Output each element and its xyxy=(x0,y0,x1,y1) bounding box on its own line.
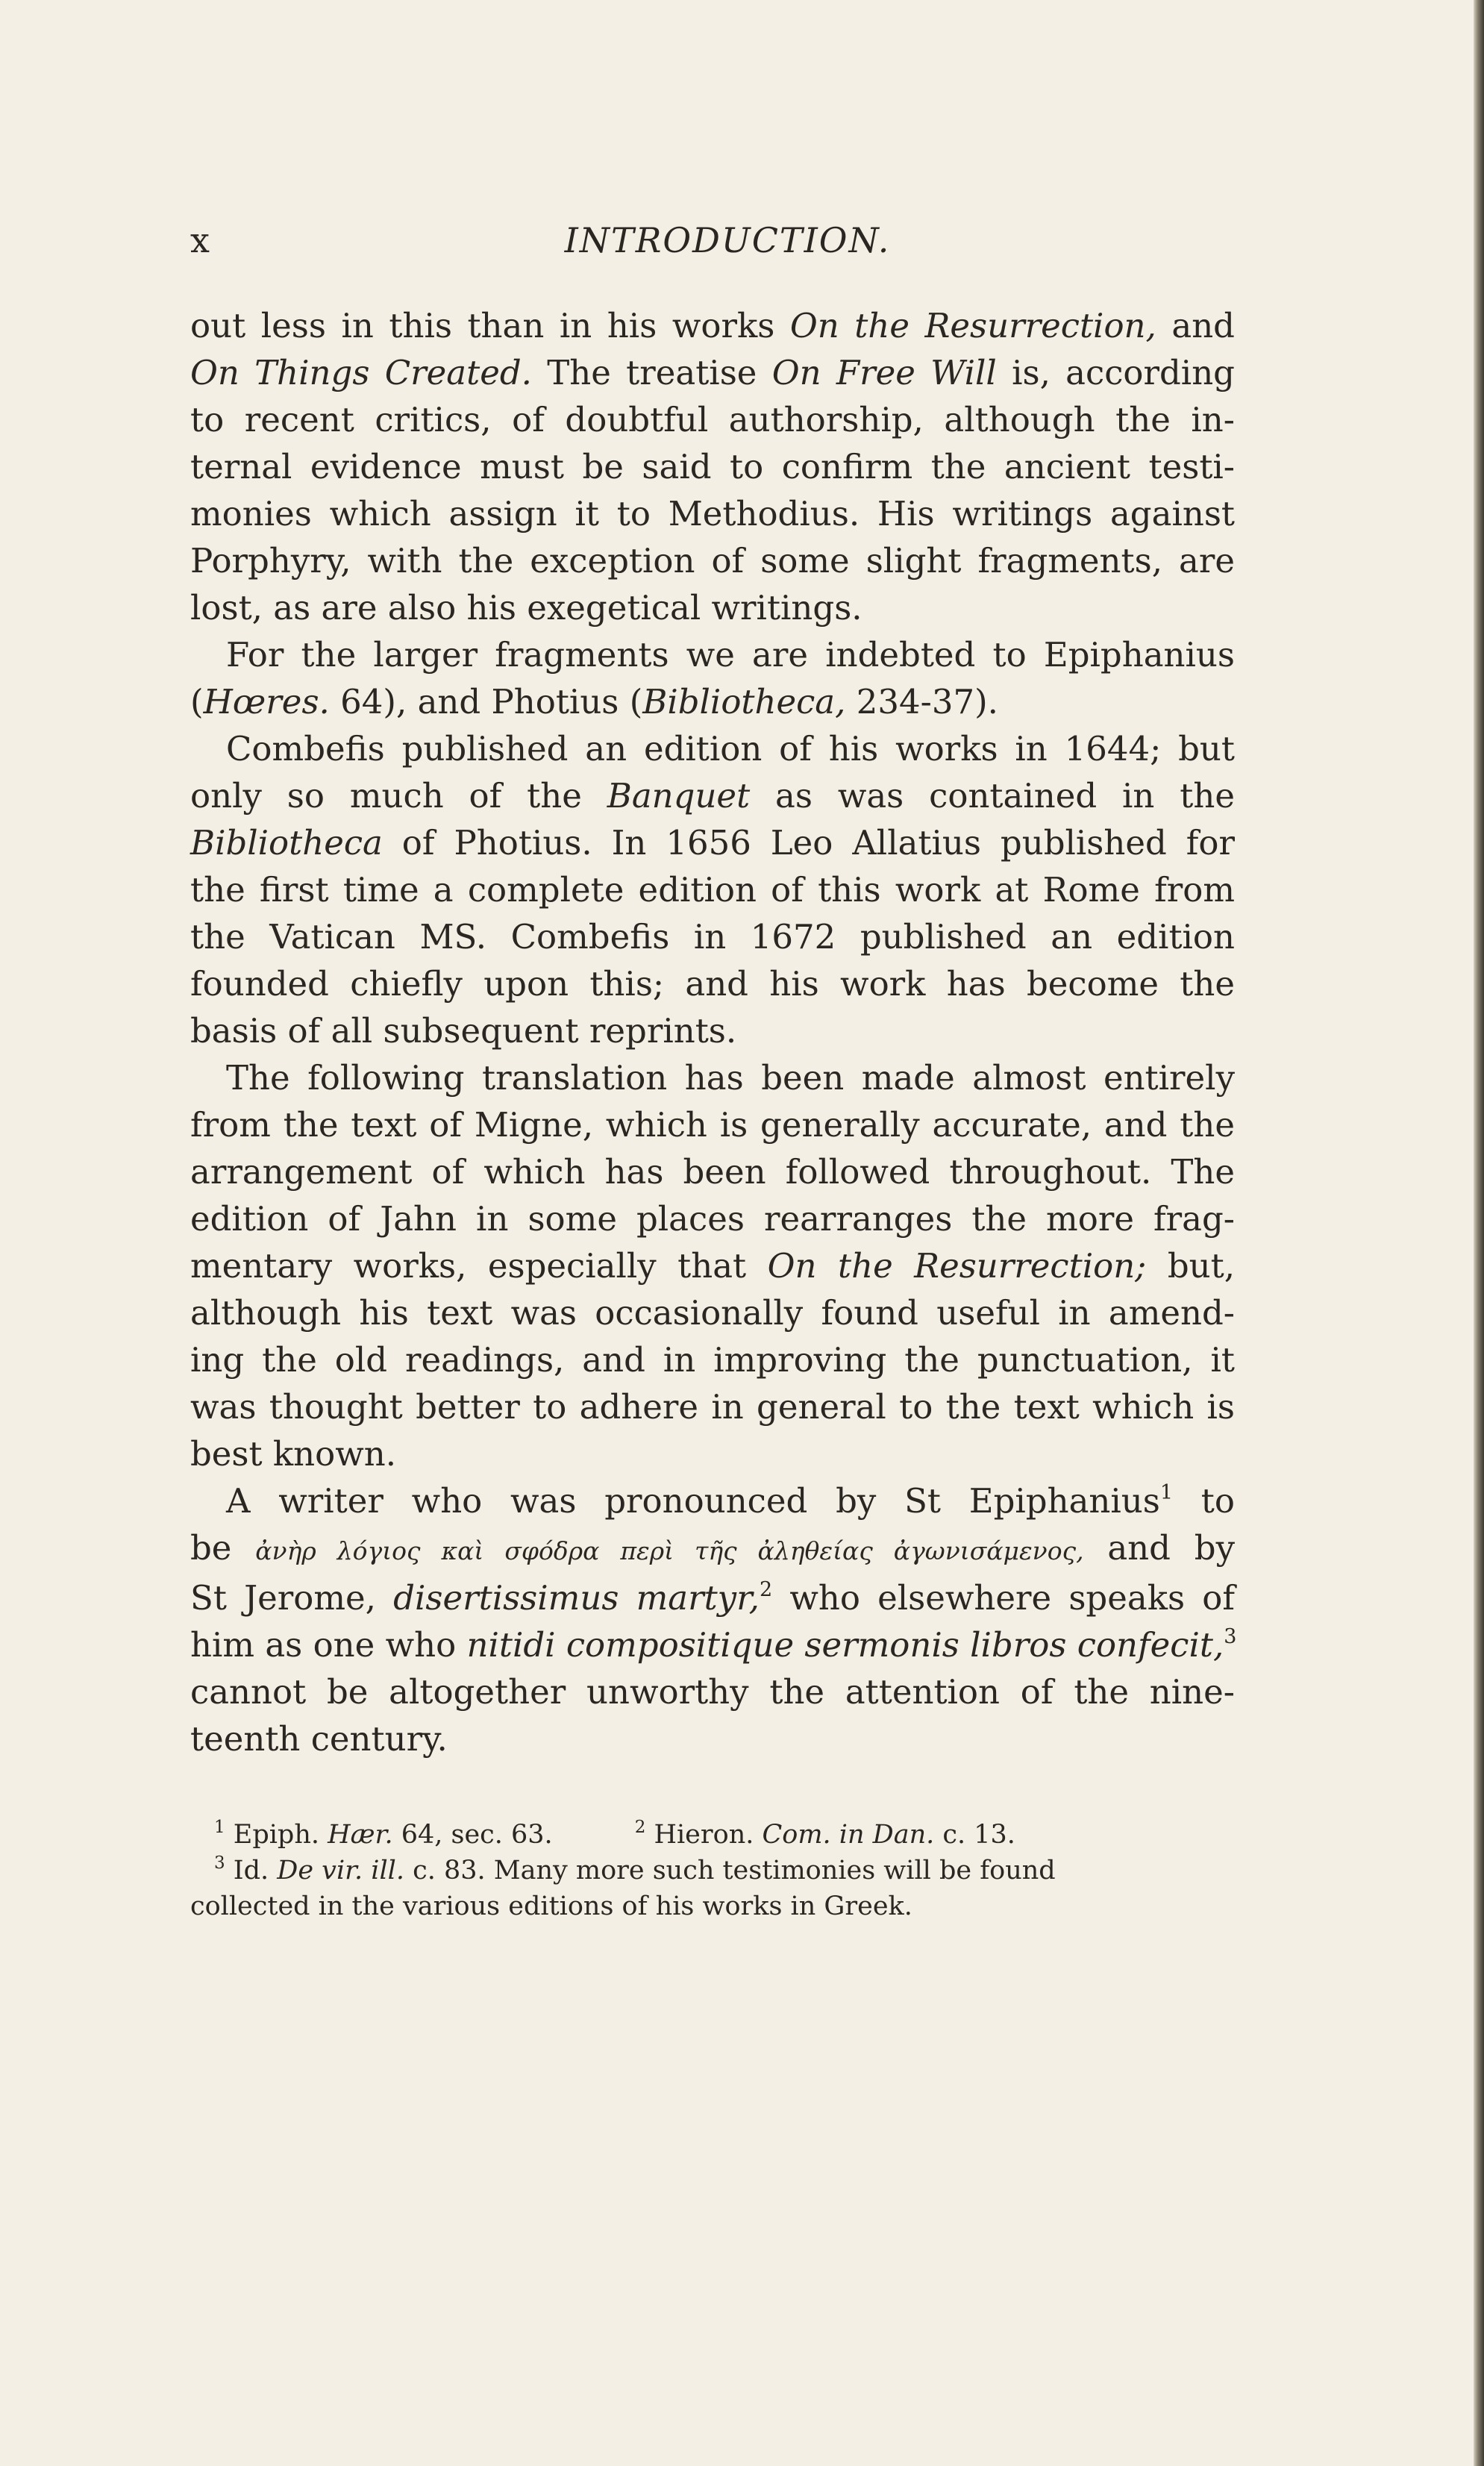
text-line: to recent critics, of doubtful authorship, although the in- xyxy=(190,400,1235,439)
text-line: ing the old readings, and in improving the punctuation, it xyxy=(190,1340,1235,1380)
text-line: best known. xyxy=(190,1434,397,1474)
text-line: St Jerome, disertissimus martyr,$^2$ who elsewhere speaks of xyxy=(190,1578,1235,1618)
text-line: was thought better to adhere in general to the text which is xyxy=(190,1387,1235,1427)
text-line: The following translation has been made almost entirely xyxy=(226,1058,1235,1098)
text-line: lost, as are also his exegetical writings. xyxy=(190,588,862,628)
page-header xyxy=(190,220,1265,265)
text-line: (Hœres. 64), and Photius (Bibliotheca, 234-37). xyxy=(190,682,998,722)
text-line: from the text of Migne, which is generally accurate, and the xyxy=(190,1105,1235,1145)
text-line: mentary works, especially that On the Resurrection; but, xyxy=(190,1246,1236,1286)
text-line: cannot be altogether unworthy the attention of the nine- xyxy=(190,1672,1235,1712)
text-line: Combefis published an edition of his works in 1644; but xyxy=(226,729,1235,769)
footnote-line: collected in the various editions of his works in Greek. xyxy=(190,1891,912,1921)
page-edge xyxy=(1474,0,1484,2466)
body-text xyxy=(190,302,1235,1762)
footnotes xyxy=(190,1817,1235,1924)
greek-quote: ἀνὴρ λόγιος καὶ σφόδρα περὶ τῆς ἀληθείας ἀγωνισάμενος, xyxy=(255,1536,1084,1565)
text-line: teenth century. xyxy=(190,1719,448,1759)
text-line: A writer who was pronounced by St Epiphanius$^1$ to xyxy=(226,1481,1235,1521)
text-line: Bibliotheca of Photius. In 1656 Leo Allatius published for xyxy=(190,823,1235,863)
page-number: x xyxy=(190,220,210,260)
text-line: edition of Jahn in some places rearranges the more frag- xyxy=(190,1199,1235,1239)
footnote-ref: 2 xyxy=(759,1578,773,1601)
text-line: him as one who nitidi compositique sermonis libros confecit,$^3$ xyxy=(190,1625,1237,1665)
text-line: be ἀνὴρ λόγιος καὶ σφόδρα περὶ τῆς ἀληθείας ἀγωνισάμενος, and by xyxy=(190,1528,1235,1568)
footnote-line: $^1$ Epiph. Hær. 64, sec. 63. $^2$ Hieron. Com. in Dan. c. 13. xyxy=(214,1818,1015,1850)
running-title: INTRODUCTION. xyxy=(564,220,891,260)
text-line: founded chiefly upon this; and his work has become the xyxy=(190,964,1235,1004)
text-line: monies which assign it to Methodius. His writings against xyxy=(190,494,1235,533)
text-line: the first time a complete edition of this work at Rome from xyxy=(190,870,1235,910)
footnote-line: $^3$ Id. De vir. ill. c. 83. Many more such testimonies will be found xyxy=(214,1853,1056,1886)
text-line: arrangement of which has been followed throughout. The xyxy=(190,1152,1235,1192)
text-line: Porphyry, with the exception of some slight fragments, are xyxy=(190,541,1235,580)
text-line: only so much of the Banquet as was contained in the xyxy=(190,776,1235,816)
text-line: although his text was occasionally found useful in amend- xyxy=(190,1293,1235,1333)
text-line: the Vatican MS. Combefis in 1672 published an edition xyxy=(190,917,1235,957)
text-line: For the larger fragments we are indebted to Epiphanius xyxy=(226,635,1235,675)
footnote-ref: 1 xyxy=(1159,1481,1174,1504)
footnote-ref: 3 xyxy=(1224,1625,1237,1648)
text-line: On Things Created. The treatise On Free Will is, according xyxy=(190,353,1235,392)
text-line: basis of all subsequent reprints. xyxy=(190,1011,737,1051)
text-line: ternal evidence must be said to confirm the ancient testi- xyxy=(190,447,1235,486)
text-line: out less in this than in his works On the Resurrection, and xyxy=(190,306,1235,345)
